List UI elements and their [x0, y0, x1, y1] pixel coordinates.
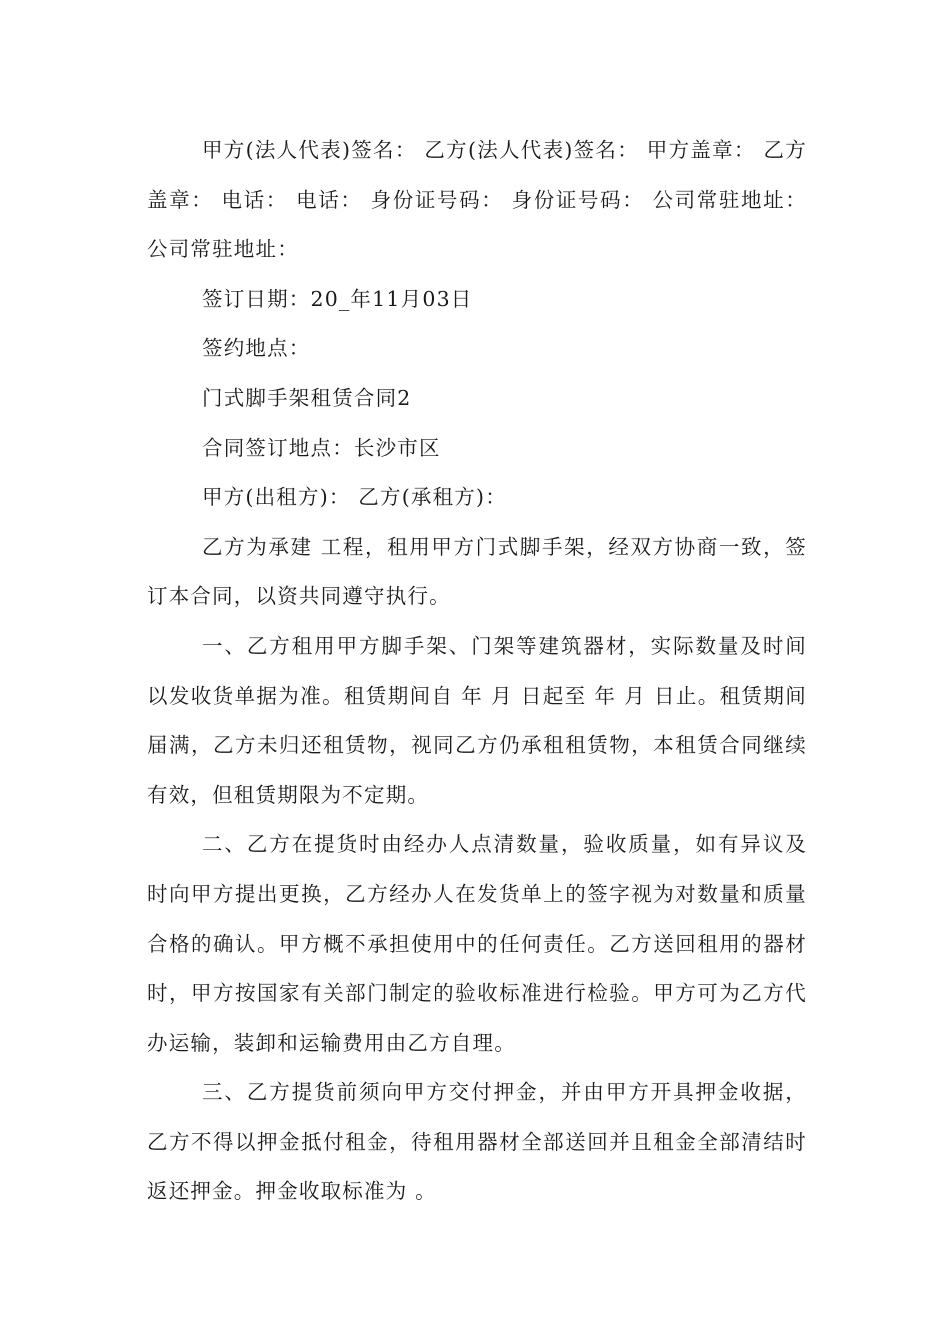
- clause-3-paragraph: 三、乙方提货前须向甲方交付押金，并由甲方开具押金收据，乙方不得以押金抵付租金，待租用器材全部送回并且租金全部清结时返还押金。押金收取标准为 。: [147, 1080, 807, 1204]
- sign-place: 签约地点：: [202, 336, 311, 361]
- document-page: [147, 126, 807, 1217]
- clause-1-paragraph: 一、乙方租用甲方脚手架、门架等建筑器材，实际数量及时间以发收货单据为准。租赁期间自 年 月 日起至 年 月 日止。租赁期间届满，乙方未归还租赁物，视同乙方仍承租租赁物，本租赁合同继续有效，但租赁期限为不定期。: [147, 633, 807, 807]
- sign-date: 签订日期：20_年11月03日: [202, 286, 473, 311]
- parties-line: 甲方(出租方)： 乙方(承租方)：: [202, 485, 507, 510]
- preamble-paragraph: 乙方为承建 工程，租用甲方门式脚手架，经双方协商一致，签订本合同，以资共同遵守执行。: [147, 534, 807, 609]
- contract-title: 门式脚手架租赁合同2: [202, 385, 412, 410]
- clause-2-paragraph: 二、乙方在提货时由经办人点清数量，验收质量，如有异议及时向甲方提出更换，乙方经办人在发货单上的签字视为对数量和质量合格的确认。甲方概不承担使用中的任何责任。乙方送回租用的器材时，甲方按国家有关部门制定的验收标准进行检验。甲方可为乙方代办运输，装卸和运输费用由乙方自理。: [147, 832, 807, 1055]
- signature-block: 甲方(法人代表)签名： 乙方(法人代表)签名： 甲方盖章： 乙方盖章： 电话： 电话： 身份证号码： 身份证号码： 公司常驻地址： 公司常驻地址：: [147, 138, 807, 262]
- contract-location: 合同签订地点：长沙市区: [202, 435, 441, 460]
